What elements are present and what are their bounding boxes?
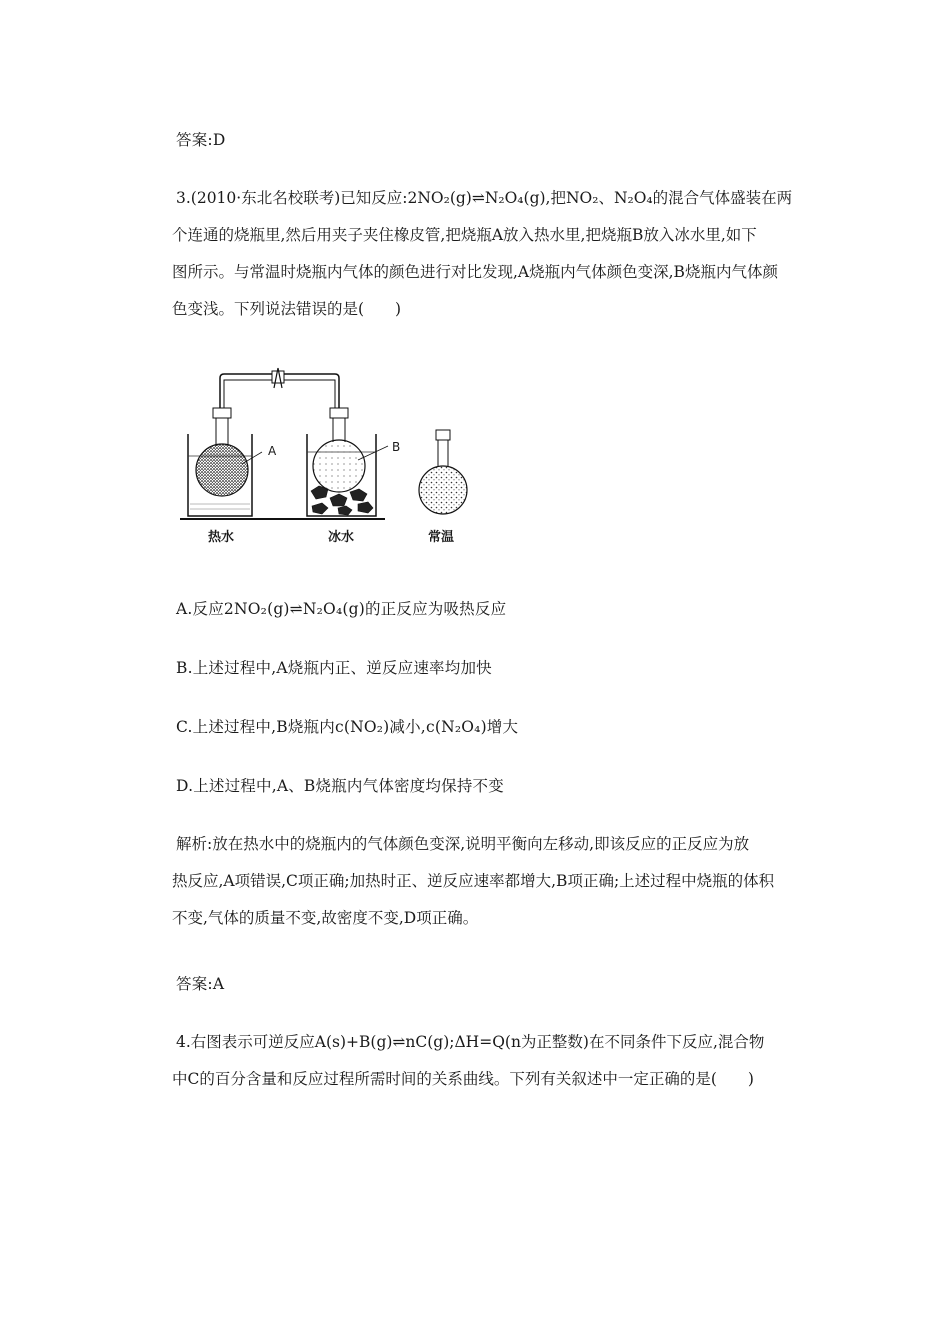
flask-apparatus-figure <box>180 366 490 552</box>
room-temp-label: 常温 <box>428 530 455 545</box>
question-4-line-1: 4.右图表示可逆反应A(s)+B(g)⇌nC(g);ΔH=Q(n为正整数)在不同条件下反应,混合物 <box>176 1033 765 1051</box>
option-d: D.上述过程中,A、B烧瓶内气体密度均保持不变 <box>176 777 504 795</box>
option-c: C.上述过程中,B烧瓶内c(NO₂)减小,c(N₂O₄)增大 <box>176 718 519 736</box>
analysis-line-1: 解析:放在热水中的烧瓶内的气体颜色变深,说明平衡向左移动,即该反应的正反应为放 <box>176 835 750 853</box>
ice-water-label: 冰水 <box>328 530 355 545</box>
question-3-line-2: 个连通的烧瓶里,然后用夹子夹住橡皮管,把烧瓶A放入热水里,把烧瓶B放入冰水里,如下 <box>172 226 757 244</box>
analysis-line-2: 热反应,A项错误,C项正确;加热时正、逆反应速率都增大,B项正确;上述过程中烧瓶的体积 <box>172 872 775 890</box>
question-4 <box>172 1024 776 1098</box>
apparatus-drawing <box>180 366 490 552</box>
question-4-line-2: 中C的百分含量和反应过程所需时间的关系曲线。下列有关叙述中一定正确的是( ) <box>172 1070 754 1088</box>
question-3-line-4: 色变浅。下列说法错误的是( ) <box>172 300 402 318</box>
question-3-line-3: 图所示。与常温时烧瓶内气体的颜色进行对比发现,A烧瓶内气体颜色变深,B烧瓶内气体颜 <box>172 263 778 281</box>
flask-b-label: B <box>392 440 401 454</box>
hot-water-label: 热水 <box>208 530 235 545</box>
flask-a-label: A <box>268 444 277 458</box>
option-a: A.反应2NO₂(g)⇌N₂O₄(g)的正反应为吸热反应 <box>176 600 507 618</box>
question-3 <box>172 180 793 328</box>
analysis <box>172 826 776 937</box>
question-3-line-1: 3.(2010·东北名校联考)已知反应:2NO₂(g)⇌N₂O₄(g),把NO₂、N₂O₄的混合气体盛装在两 <box>176 189 793 207</box>
option-b: B.上述过程中,A烧瓶内正、逆反应速率均加快 <box>176 659 492 677</box>
analysis-line-3: 不变,气体的质量不变,故密度不变,D项正确。 <box>172 909 479 927</box>
answer-previous: 答案:D <box>176 131 226 149</box>
answer-q3: 答案:A <box>176 975 225 993</box>
